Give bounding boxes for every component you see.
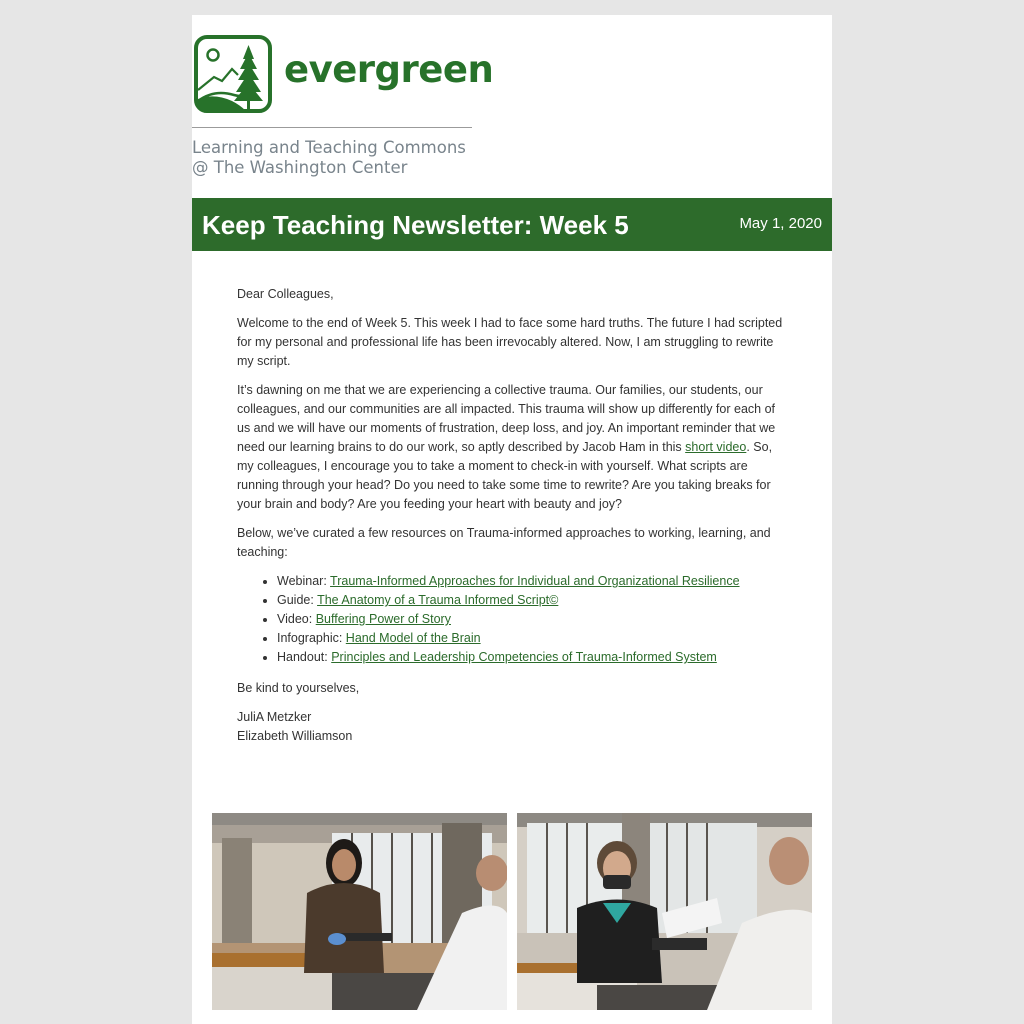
closing-line: Be kind to yourselves, [237, 681, 360, 695]
photo-student-pickup [212, 813, 507, 1010]
short-video-link[interactable]: short video [685, 440, 747, 454]
newsletter-body [237, 285, 787, 756]
evergreen-logo-icon [194, 35, 272, 113]
resource-link-webinar[interactable]: Trauma-Informed Approaches for Individual and Organizational Resilience [330, 574, 740, 588]
resource-type: Infographic: [277, 631, 346, 645]
resource-link-video[interactable]: Buffering Power of Story [315, 612, 451, 626]
signer-name-2: Elizabeth Williamson [237, 729, 353, 743]
signature [237, 708, 787, 746]
newsletter-date: May 1, 2020 [739, 215, 822, 232]
signer-name-1: JuliA Metzker [237, 710, 312, 724]
greeting: Dear Colleagues, [237, 287, 334, 301]
resource-type: Guide: [277, 593, 318, 607]
logo-divider [192, 127, 472, 128]
resource-link-guide[interactable]: The Anatomy of a Trauma Informed Script© [317, 593, 559, 607]
resource-item-webinar [277, 572, 787, 591]
paragraph-trauma [237, 381, 787, 514]
newsletter-title-bar [192, 198, 832, 251]
resource-link-handout[interactable]: Principles and Leadership Competencies of Trauma-Informed System [331, 650, 717, 664]
paragraph-trauma-text-after: . So, my colleagues, I encourage you to take a moment to check-in with yourself. What scripts are running through your head? Do you need to take some time to rewrite? Are you taking breaks for your brain and body? Are you feeding your heart with beauty and joy? [237, 440, 773, 511]
resource-link-infographic[interactable]: Hand Model of the Brain [345, 631, 481, 645]
resource-item-video [277, 610, 787, 629]
newsletter-email [192, 15, 832, 1024]
photo-masked-student-pickup [517, 813, 812, 1010]
paragraph-intro: Welcome to the end of Week 5. This week I had to face some hard truths. The future I had scripted for my personal and professional life has been irrevocably altered. Now, I am struggling to rewrite my script. [237, 316, 783, 368]
resource-item-guide [277, 591, 787, 610]
resource-type: Webinar: [277, 574, 331, 588]
resource-item-handout [277, 648, 787, 667]
commons-title-line1: Learning and Teaching Commons [192, 138, 466, 157]
paragraph-resources-intro: Below, we’ve curated a few resources on Trauma-informed approaches to working, learning, and teaching: [237, 526, 771, 559]
commons-title-line2: @ The Washington Center [192, 158, 408, 177]
resource-item-infographic [277, 629, 787, 648]
resource-type: Handout: [277, 650, 332, 664]
brand-name: evergreen [284, 48, 494, 91]
resource-type: Video: [277, 612, 316, 626]
paragraph-trauma-text-before: It’s dawning on me that we are experiencing a collective trauma. Our families, our students, our colleagues, and our communities are all impacted. This trauma will show up differently for each of us and we will have our moments of frustration, deep loss, and joy. An important reminder that we need our learning brains to do our work, so aptly described by Jacob Ham in this [237, 383, 776, 454]
newsletter-title: Keep Teaching Newsletter: Week 5 [202, 210, 629, 240]
header-logo [192, 15, 832, 198]
resources-list [237, 572, 787, 667]
